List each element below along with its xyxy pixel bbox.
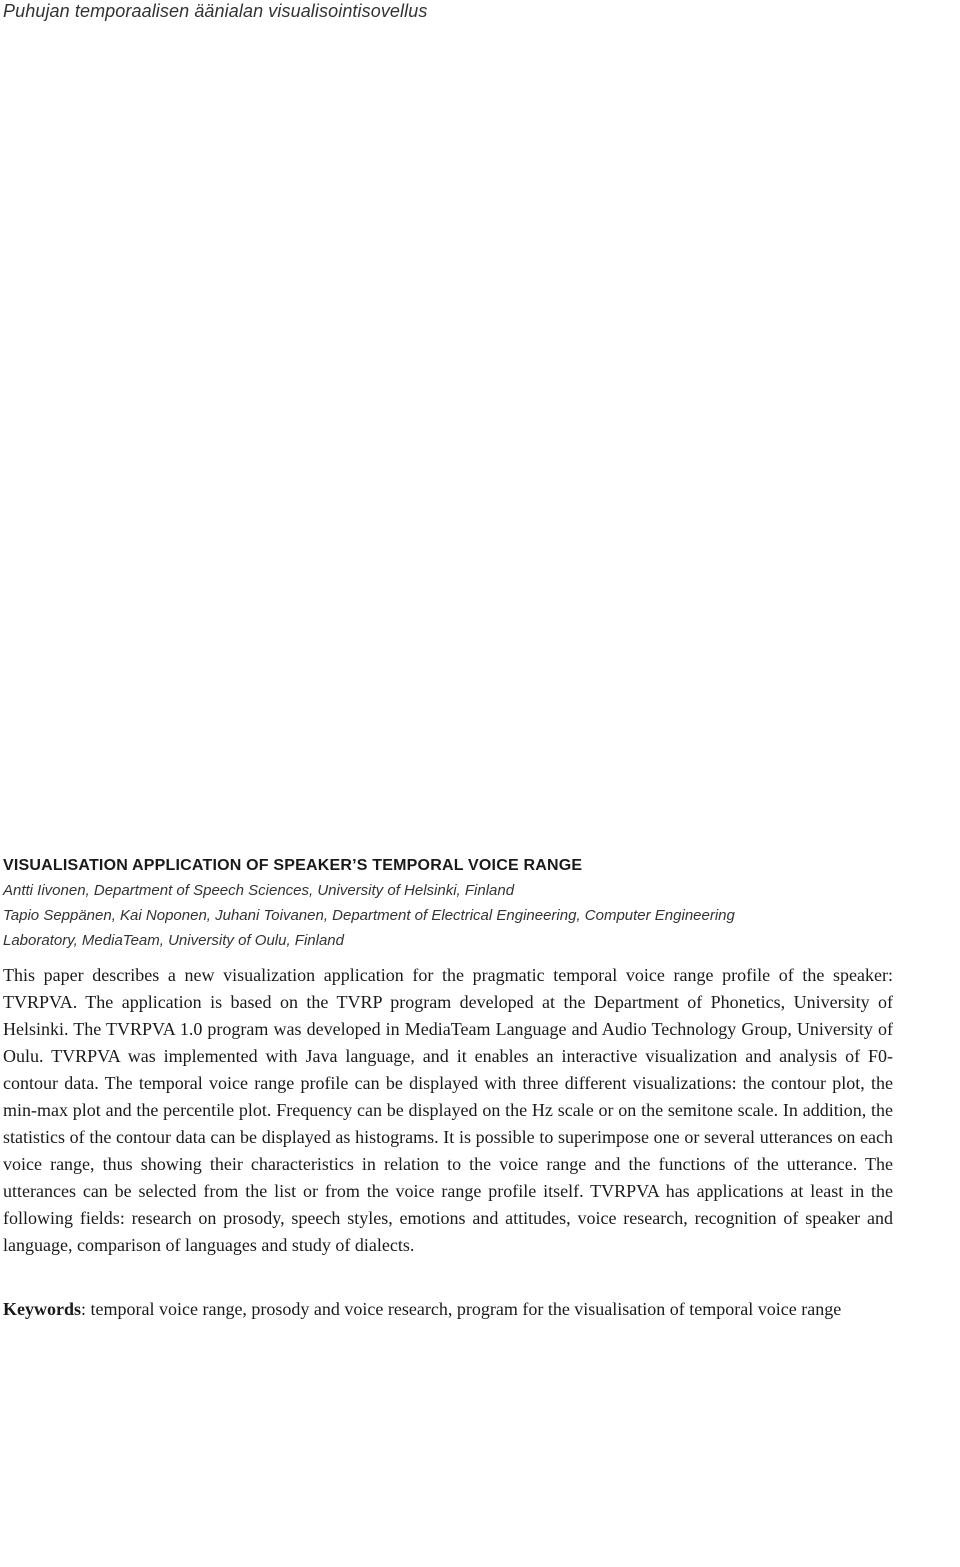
- paper-title: VISUALISATION APPLICATION OF SPEAKER’S TEMPORAL VOICE RANGE: [3, 857, 583, 874]
- title-block: [3, 854, 953, 953]
- author-line-3: Laboratory, MediaTeam, University of Oulu, Finland: [3, 932, 344, 949]
- running-header: Puhujan temporaalisen äänialan visualisointisovellus: [3, 1, 428, 21]
- keywords-text: : temporal voice range, prosody and voice research, program for the visualisation of temporal voice range: [81, 1299, 842, 1319]
- author-line-1: Antti Iivonen, Department of Speech Sciences, University of Helsinki, Finland: [3, 882, 515, 899]
- abstract-text: This paper describes a new visualization application for the pragmatic temporal voice range profile of the speaker: TVRPVA. The application is based on the TVRP program developed at the Department of Phonetics, University of Helsinki. The TVRPVA 1.0 program was developed in MediaTeam Language and Audio Technology Group, University of Oulu. TVRPVA was implemented with Java language, and it enables an interactive visualization and analysis of F0-contour data. The temporal voice range profile can be displayed with three different visualizations: the contour plot, the min-max plot and the percentile plot. Frequency can be displayed on the Hz scale or on the semitone scale. In addition, the statistics of the contour data can be displayed as histograms. It is possible to superimpose one or several utterances on each voice range, thus showing their characteristics in relation to the voice range and the functions of the utterance. The utterances can be selected from the list or from the voice range profile itself. TVRPVA has applications at least in the following fields: research on prosody, speech styles, emotions and attitudes, voice research, recognition of speaker and language, comparison of languages and study of dialects.: [3, 965, 893, 1255]
- keywords-label: Keywords: [3, 1299, 81, 1319]
- author-line-2: Tapio Seppänen, Kai Noponen, Juhani Toivanen, Department of Electrical Engineering, Computer Engineering: [3, 907, 735, 924]
- keywords-paragraph: [3, 1295, 893, 1323]
